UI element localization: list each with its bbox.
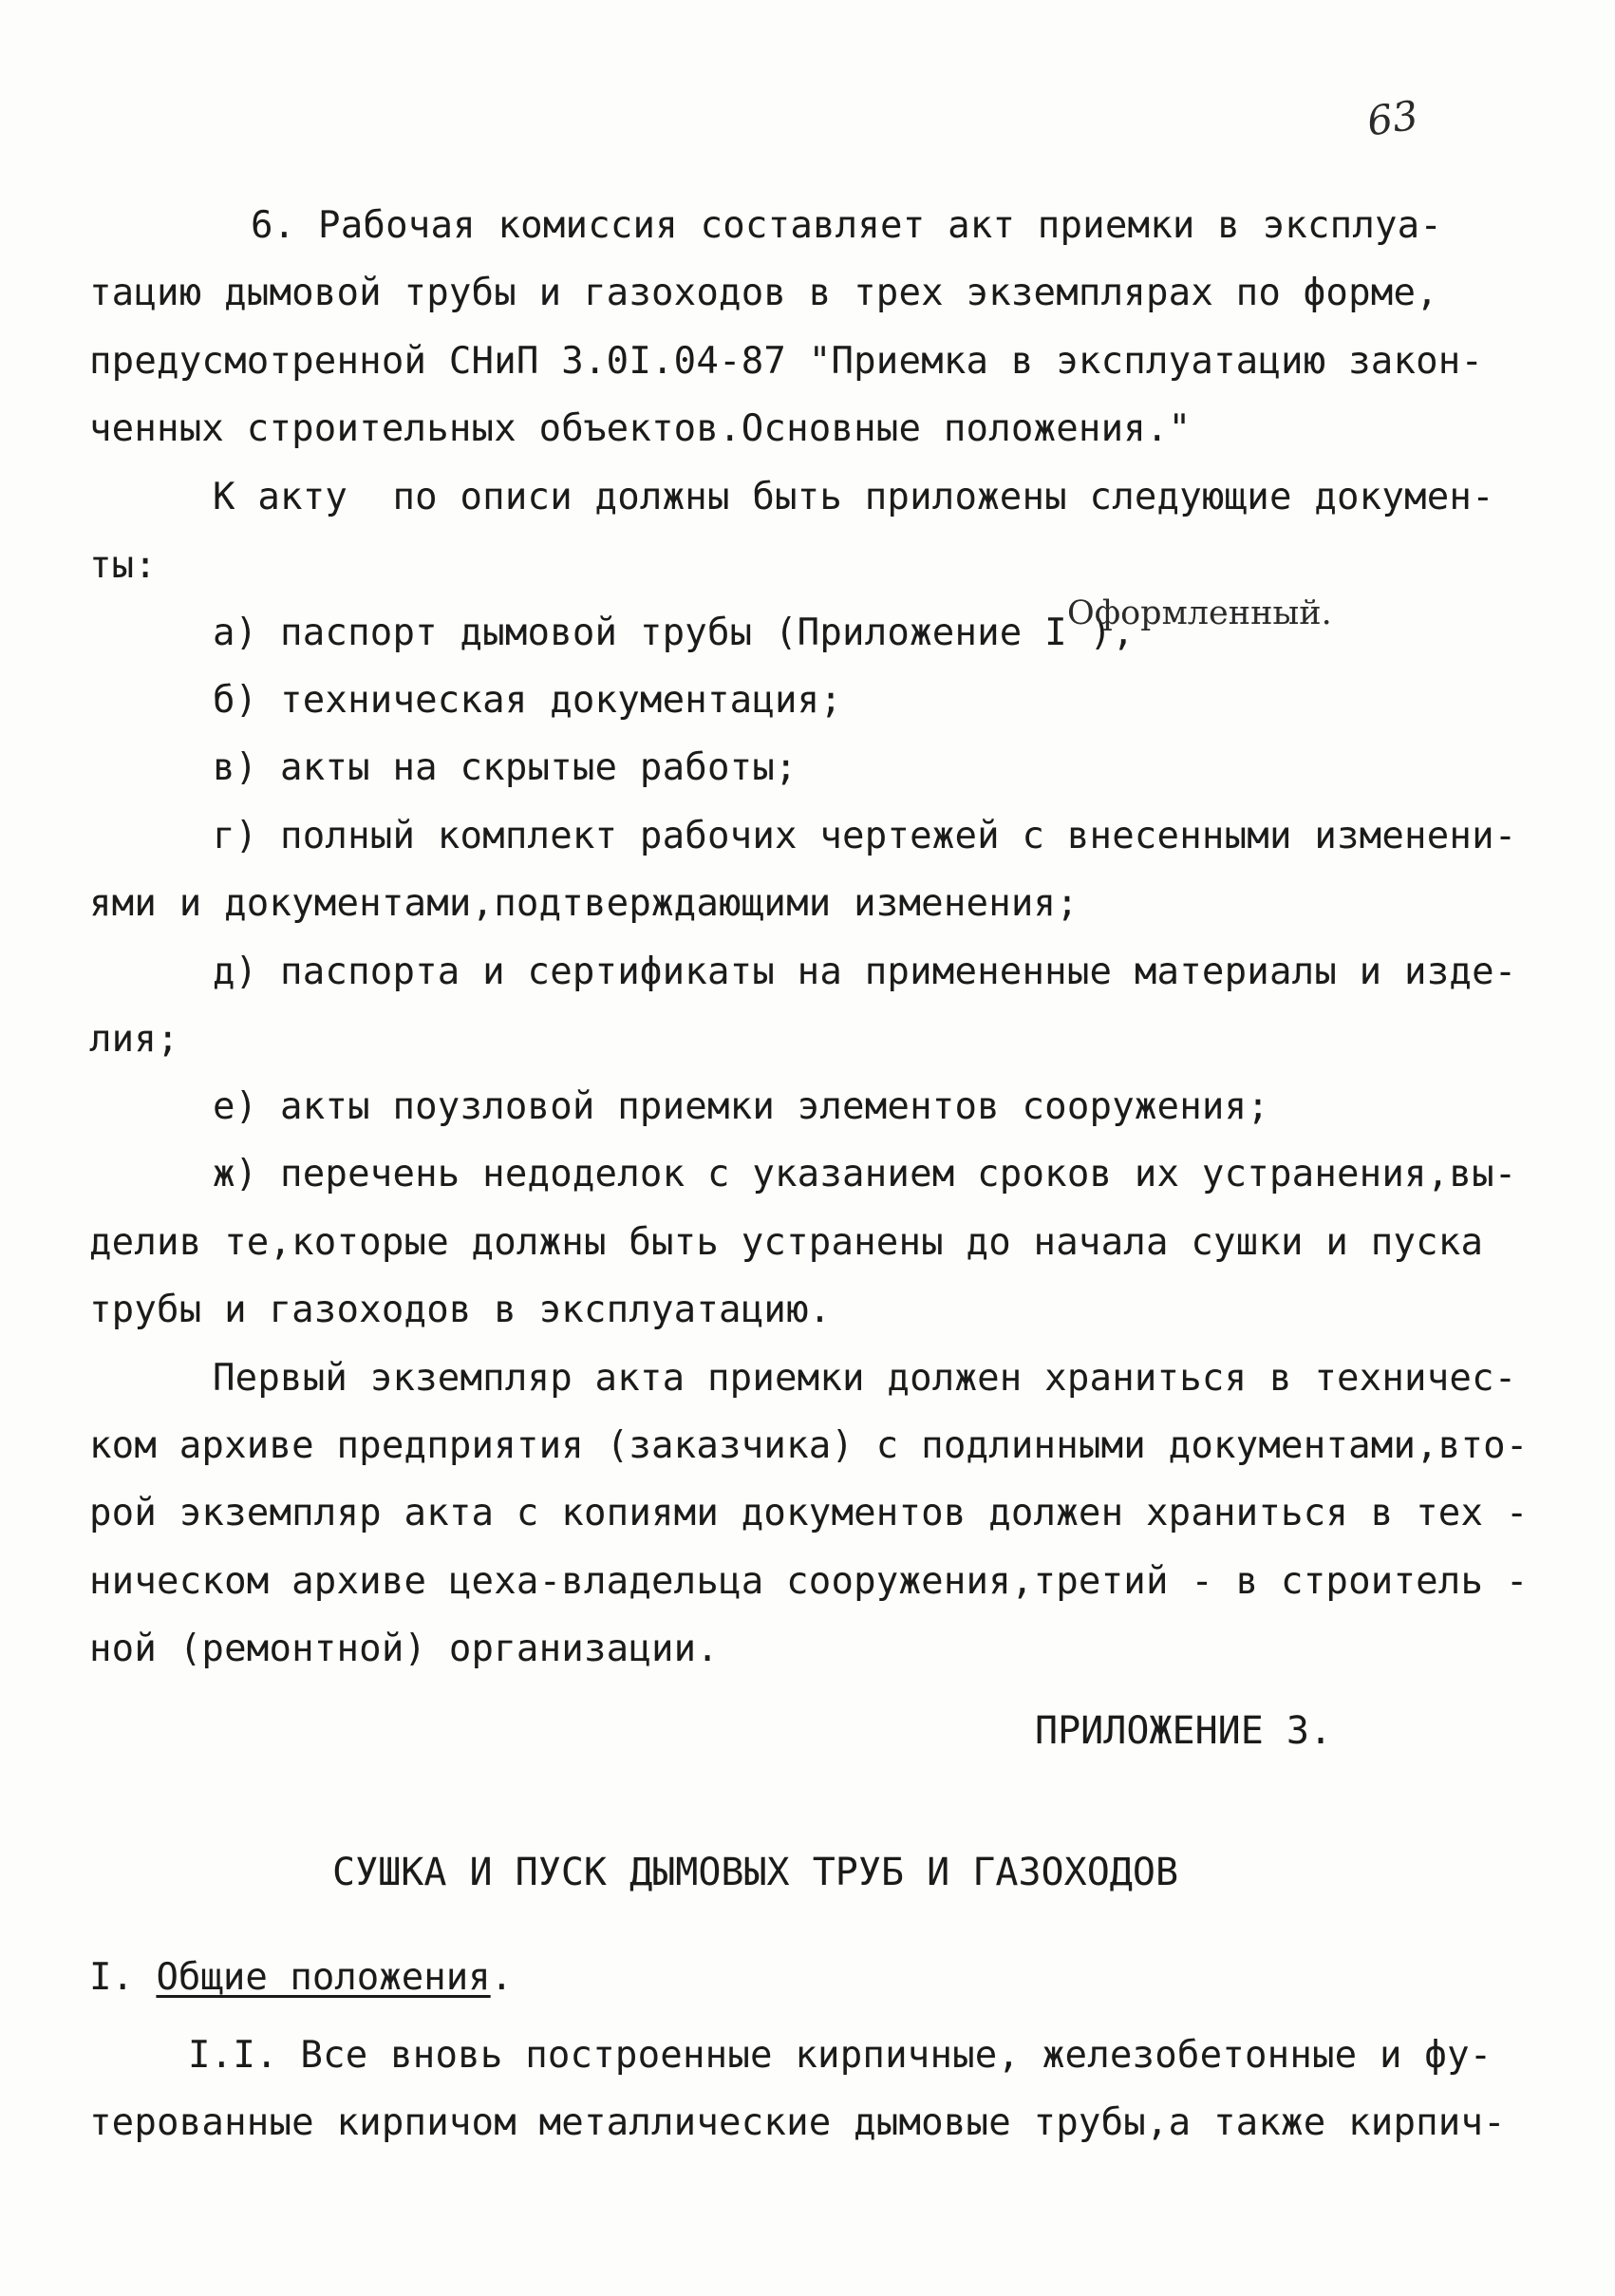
list-item-e: д) паспорта и сертификаты на примененные материалы и изде- <box>213 950 1517 993</box>
page-number: 63 <box>1363 91 1421 145</box>
list-item-g: ж) перечень недоделок с указанием сроков их устранения,вы- <box>213 1153 1517 1195</box>
subsection-title: Общие положения <box>156 1956 491 1999</box>
text-line: предусмотренной СНиП 3.0I.04-87 "Приемка в эксплуатацию закон- <box>89 340 1484 383</box>
text-line: ной (ремонтной) организации. <box>89 1628 720 1670</box>
subsection-dot: . <box>490 1956 514 1999</box>
text-line: I.I. Все вновь построенные кирпичные, железобетонные и фу- <box>188 2034 1493 2077</box>
text-line: ченных строительных объектов.Основные положения." <box>89 407 1192 450</box>
text-line: терованные кирпичом металлические дымовые трубы,а также кирпич- <box>89 2101 1506 2144</box>
text-line: 6. Рабочая комиссия составляет акт приемки в эксплуа- <box>251 204 1443 247</box>
section-title: СУШКА И ПУСК ДЫМОВЫХ ТРУБ И ГАЗОХОДОВ <box>332 1851 1179 1894</box>
list-item-f: е) акты поузловой приемки элементов сооружения; <box>213 1085 1269 1128</box>
list-item-b: б) техническая документация; <box>213 679 843 722</box>
appendix-label: ПРИЛОЖЕНИЕ 3. <box>1035 1709 1333 1753</box>
text-line: ком архиве предприятия (заказчика) с подлинными документами,вто- <box>89 1424 1529 1467</box>
subsection-heading <box>89 1956 513 1999</box>
text-line: ническом архиве цеха-владельца сооружения,третий - в строитель - <box>89 1560 1529 1603</box>
text-line: ями и документами,подтверждающими изменения; <box>89 882 1079 925</box>
list-item-a: а) паспорт дымовой трубы (Приложение I ), <box>213 612 1157 654</box>
text-line: лия; <box>89 1018 179 1061</box>
text-line: трубы и газоходов в эксплуатацию. <box>89 1289 832 1331</box>
subsection-number: I. <box>89 1956 157 1999</box>
text-line: К акту по описи должны быть приложены следующие докумен- <box>213 476 1494 518</box>
handwritten-note: Оформленный. <box>1067 594 1332 632</box>
list-item-d: г) полный комплект рабочих чертежей с внесенными изменени- <box>213 815 1517 857</box>
text-line: ты: <box>89 544 158 587</box>
text-line: Первый экземпляр акта приемки должен храниться в техничес- <box>213 1357 1517 1400</box>
list-item-c: в) акты на скрытые работы; <box>213 746 798 789</box>
text-line: тацию дымовой трубы и газоходов в трех экземплярах по форме, <box>89 272 1438 314</box>
text-line: делив те,которые должны быть устранены до начала сушки и пуска <box>89 1221 1484 1264</box>
text-line: рой экземпляр акта с копиями документов должен храниться в тех - <box>89 1492 1529 1534</box>
